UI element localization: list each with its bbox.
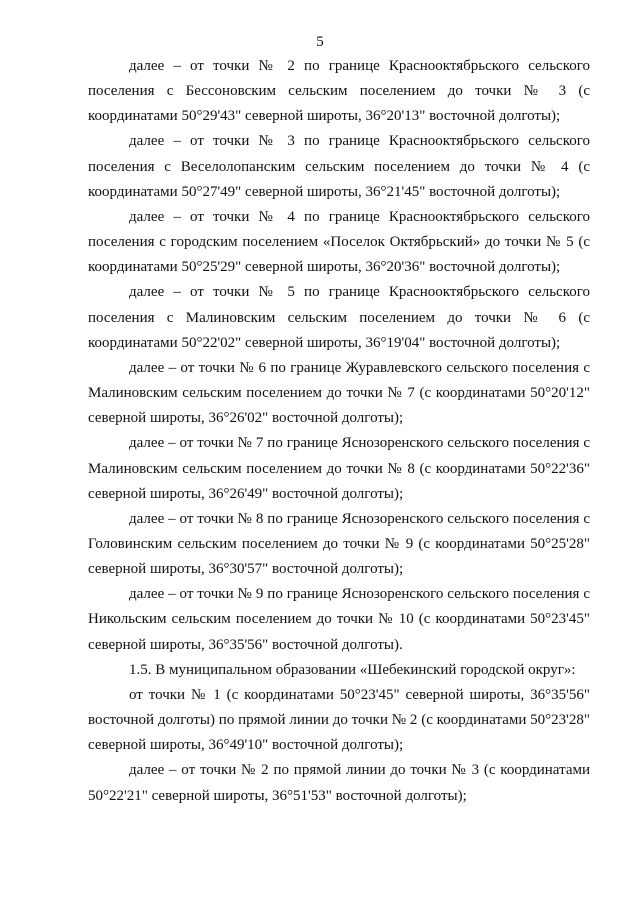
paragraph-section-point-1-to-2: от точки № 1 (с координатами 50°23'45" северной широты, 36°35'56" восточной долготы) по прямой линии до точки № 2 (с координатами 50°23'28" северной широты, 36°49'10" восточной долготы);: [88, 686, 590, 754]
page-number: 5: [316, 34, 324, 50]
paragraph-point-9-to-10: далее – от точки № 9 по границе Яснозоренского сельского поселения с Никольским сельским поселением до точки № 10 (с координатами 50°23'45" северной широты, 36°35'56" восточной долготы).: [88, 586, 590, 653]
paragraph-point-3-to-4: далее – от точки № 3 по границе Краснооктябрьского сельского поселения с Веселолопанским сельским поселением до точки № 4 (с координатами 50°27'49" северной широты, 36°21'45" восточной долготы);: [88, 133, 590, 200]
paragraph-section-point-2-to-3: далее – от точки № 2 по прямой линии до точки № 3 (с координатами 50°22'21" северной широты, 36°51'53" восточной долготы);: [88, 762, 590, 804]
section-heading-1-5: 1.5. В муниципальном образовании «Шебекинский городской округ»:: [129, 661, 576, 678]
paragraph-point-7-to-8: далее – от точки № 7 по границе Яснозоренского сельского поселения с Малиновским сельским поселением до точки № 8 (с координатами 50°22'36" северной широты, 36°26'49" восточной долготы);: [88, 435, 590, 502]
paragraph-point-4-to-5: далее – от точки № 4 по границе Краснооктябрьского сельского поселения с городским поселением «Поселок Октябрьский» до точки № 5 (с координатами 50°25'29" северной широты, 36°20'36" восточной долготы);: [88, 208, 590, 276]
paragraph-point-8-to-9: далее – от точки № 8 по границе Яснозоренского сельского поселения с Головинским сельским поселением до точки № 9 (с координатами 50°25'28" северной широты, 36°30'57" восточной долготы);: [88, 510, 590, 578]
paragraph-point-6-to-7: далее – от точки № 6 по границе Журавлевского сельского поселения с Малиновским сельским поселением до точки № 7 (с координатами 50°20'12" северной широты, 36°26'02" восточной долготы);: [88, 359, 590, 427]
paragraph-point-2-to-3: далее – от точки № 2 по границе Краснооктябрьского сельского поселения с Бессоновским сельским поселением до точки № 3 (с координатами 50°29'43" северной широты, 36°20'13" восточной долготы);: [88, 58, 590, 125]
document-body: [88, 54, 590, 809]
paragraph-point-5-to-6: далее – от точки № 5 по границе Краснооктябрьского сельского поселения с Малиновским сельским поселением до точки № 6 (с координатами 50°22'02" северной широты, 36°19'04" восточной долготы);: [88, 284, 590, 351]
